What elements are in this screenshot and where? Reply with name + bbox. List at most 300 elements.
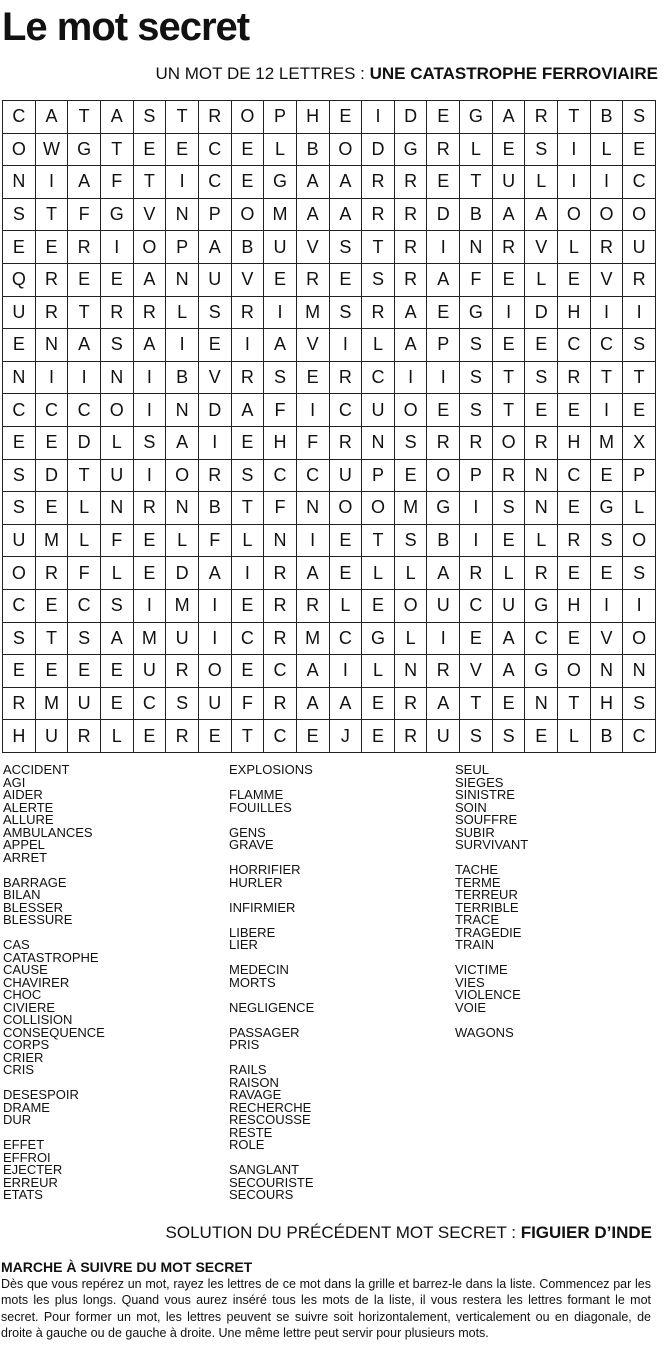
grid-cell[interactable]: M <box>36 525 69 558</box>
grid-cell[interactable]: G <box>101 199 134 232</box>
grid-cell[interactable]: S <box>101 590 134 623</box>
grid-cell[interactable]: A <box>36 101 69 134</box>
grid-cell[interactable]: U <box>3 525 36 558</box>
grid-cell[interactable]: A <box>427 264 460 297</box>
grid-cell[interactable]: S <box>101 329 134 362</box>
grid-cell[interactable]: P <box>264 101 297 134</box>
grid-cell[interactable]: R <box>525 427 558 460</box>
grid-cell[interactable]: N <box>264 525 297 558</box>
grid-cell[interactable]: C <box>3 394 36 427</box>
grid-cell[interactable]: V <box>460 655 493 688</box>
grid-cell[interactable]: B <box>460 199 493 232</box>
grid-cell[interactable]: R <box>68 720 101 753</box>
grid-cell[interactable]: C <box>199 134 232 167</box>
grid-cell[interactable]: U <box>362 394 395 427</box>
grid-cell[interactable]: R <box>460 557 493 590</box>
grid-cell[interactable]: L <box>264 134 297 167</box>
grid-cell[interactable]: O <box>395 394 428 427</box>
grid-cell[interactable]: O <box>623 623 656 656</box>
grid-cell[interactable]: E <box>558 264 591 297</box>
grid-cell[interactable]: C <box>134 688 167 721</box>
grid-cell[interactable]: R <box>362 199 395 232</box>
grid-cell[interactable]: I <box>68 362 101 395</box>
grid-cell[interactable]: E <box>558 557 591 590</box>
grid-cell[interactable]: V <box>297 329 330 362</box>
grid-cell[interactable]: N <box>101 362 134 395</box>
grid-cell[interactable]: L <box>362 557 395 590</box>
grid-cell[interactable]: S <box>460 394 493 427</box>
grid-cell[interactable]: O <box>427 460 460 493</box>
grid-cell[interactable]: C <box>558 460 591 493</box>
grid-cell[interactable]: N <box>525 688 558 721</box>
grid-cell[interactable]: E <box>427 297 460 330</box>
grid-cell[interactable]: H <box>591 688 624 721</box>
grid-cell[interactable]: P <box>199 199 232 232</box>
grid-cell[interactable]: E <box>525 394 558 427</box>
grid-cell[interactable]: L <box>525 525 558 558</box>
grid-cell[interactable]: R <box>395 688 428 721</box>
grid-cell[interactable]: N <box>623 655 656 688</box>
grid-cell[interactable]: L <box>558 231 591 264</box>
grid-cell[interactable]: V <box>297 231 330 264</box>
grid-cell[interactable]: G <box>362 623 395 656</box>
grid-cell[interactable]: R <box>134 492 167 525</box>
grid-cell[interactable]: S <box>330 297 363 330</box>
grid-cell[interactable]: E <box>199 329 232 362</box>
grid-cell[interactable]: C <box>330 623 363 656</box>
grid-cell[interactable]: G <box>395 134 428 167</box>
grid-cell[interactable]: N <box>166 492 199 525</box>
grid-cell[interactable]: X <box>623 427 656 460</box>
grid-cell[interactable]: E <box>558 623 591 656</box>
grid-cell[interactable]: C <box>558 329 591 362</box>
grid-cell[interactable]: L <box>101 427 134 460</box>
grid-cell[interactable]: R <box>297 264 330 297</box>
grid-cell[interactable]: A <box>493 623 526 656</box>
grid-cell[interactable]: A <box>427 688 460 721</box>
grid-cell[interactable]: O <box>558 199 591 232</box>
grid-cell[interactable]: I <box>493 297 526 330</box>
grid-cell[interactable]: U <box>68 688 101 721</box>
grid-cell[interactable]: T <box>362 525 395 558</box>
grid-cell[interactable]: F <box>460 264 493 297</box>
grid-cell[interactable]: V <box>134 199 167 232</box>
grid-cell[interactable]: E <box>623 394 656 427</box>
grid-cell[interactable]: V <box>232 264 265 297</box>
grid-cell[interactable]: L <box>101 557 134 590</box>
grid-cell[interactable]: E <box>558 492 591 525</box>
grid-cell[interactable]: F <box>101 525 134 558</box>
grid-cell[interactable]: P <box>427 329 460 362</box>
grid-cell[interactable]: C <box>591 329 624 362</box>
grid-cell[interactable]: I <box>199 623 232 656</box>
grid-cell[interactable]: V <box>199 362 232 395</box>
grid-cell[interactable]: R <box>297 590 330 623</box>
grid-cell[interactable]: E <box>591 557 624 590</box>
grid-cell[interactable]: T <box>493 362 526 395</box>
grid-cell[interactable]: M <box>166 590 199 623</box>
grid-cell[interactable]: G <box>460 297 493 330</box>
grid-cell[interactable]: N <box>525 460 558 493</box>
grid-cell[interactable]: L <box>395 623 428 656</box>
grid-cell[interactable]: A <box>232 394 265 427</box>
grid-cell[interactable]: E <box>134 557 167 590</box>
grid-cell[interactable]: C <box>623 166 656 199</box>
grid-cell[interactable]: L <box>460 134 493 167</box>
grid-cell[interactable]: I <box>591 394 624 427</box>
grid-cell[interactable]: U <box>134 655 167 688</box>
grid-cell[interactable]: E <box>134 134 167 167</box>
grid-cell[interactable]: A <box>297 688 330 721</box>
grid-cell[interactable]: L <box>101 720 134 753</box>
grid-cell[interactable]: N <box>166 199 199 232</box>
grid-cell[interactable]: R <box>427 134 460 167</box>
grid-cell[interactable]: E <box>3 655 36 688</box>
grid-cell[interactable]: S <box>623 329 656 362</box>
grid-cell[interactable]: T <box>232 720 265 753</box>
grid-cell[interactable]: S <box>134 101 167 134</box>
grid-cell[interactable]: A <box>297 199 330 232</box>
grid-cell[interactable]: P <box>166 231 199 264</box>
grid-cell[interactable]: L <box>166 297 199 330</box>
grid-cell[interactable]: I <box>460 492 493 525</box>
grid-cell[interactable]: C <box>232 623 265 656</box>
grid-cell[interactable]: S <box>623 101 656 134</box>
grid-cell[interactable]: I <box>330 655 363 688</box>
grid-cell[interactable]: S <box>3 199 36 232</box>
grid-cell[interactable]: E <box>493 688 526 721</box>
grid-cell[interactable]: I <box>134 394 167 427</box>
grid-cell[interactable]: I <box>460 525 493 558</box>
grid-cell[interactable]: N <box>101 492 134 525</box>
grid-cell[interactable]: L <box>395 557 428 590</box>
grid-cell[interactable]: A <box>199 231 232 264</box>
grid-cell[interactable]: I <box>166 329 199 362</box>
grid-cell[interactable]: U <box>427 590 460 623</box>
grid-cell[interactable]: D <box>525 297 558 330</box>
grid-cell[interactable]: S <box>591 525 624 558</box>
grid-cell[interactable]: P <box>623 460 656 493</box>
grid-cell[interactable]: C <box>264 655 297 688</box>
grid-cell[interactable]: E <box>3 329 36 362</box>
grid-cell[interactable]: S <box>3 460 36 493</box>
grid-cell[interactable]: G <box>525 590 558 623</box>
grid-cell[interactable]: E <box>330 264 363 297</box>
grid-cell[interactable]: E <box>330 557 363 590</box>
grid-cell[interactable]: I <box>395 362 428 395</box>
grid-cell[interactable]: N <box>460 231 493 264</box>
grid-cell[interactable]: A <box>330 688 363 721</box>
grid-cell[interactable]: I <box>362 101 395 134</box>
grid-cell[interactable]: T <box>558 101 591 134</box>
grid-cell[interactable]: I <box>623 590 656 623</box>
grid-cell[interactable]: A <box>493 101 526 134</box>
grid-cell[interactable]: R <box>591 231 624 264</box>
grid-cell[interactable]: E <box>493 525 526 558</box>
grid-cell[interactable]: S <box>362 264 395 297</box>
grid-cell[interactable]: M <box>134 623 167 656</box>
grid-cell[interactable]: T <box>493 394 526 427</box>
grid-cell[interactable]: S <box>623 688 656 721</box>
grid-cell[interactable]: D <box>199 394 232 427</box>
grid-cell[interactable]: E <box>362 720 395 753</box>
grid-cell[interactable]: C <box>297 460 330 493</box>
grid-cell[interactable]: S <box>330 231 363 264</box>
grid-cell[interactable]: T <box>232 492 265 525</box>
grid-cell[interactable]: S <box>460 362 493 395</box>
grid-cell[interactable]: S <box>493 492 526 525</box>
grid-cell[interactable]: I <box>427 623 460 656</box>
grid-cell[interactable]: O <box>591 199 624 232</box>
grid-cell[interactable]: T <box>68 297 101 330</box>
grid-cell[interactable]: T <box>101 134 134 167</box>
grid-cell[interactable]: I <box>297 525 330 558</box>
grid-cell[interactable]: F <box>232 688 265 721</box>
grid-cell[interactable]: N <box>3 166 36 199</box>
grid-cell[interactable]: R <box>362 166 395 199</box>
grid-cell[interactable]: H <box>558 427 591 460</box>
grid-cell[interactable]: T <box>134 166 167 199</box>
grid-cell[interactable]: L <box>591 134 624 167</box>
grid-cell[interactable]: U <box>623 231 656 264</box>
grid-cell[interactable]: V <box>525 231 558 264</box>
grid-cell[interactable]: L <box>493 557 526 590</box>
grid-cell[interactable]: E <box>232 590 265 623</box>
grid-cell[interactable]: M <box>297 297 330 330</box>
grid-cell[interactable]: T <box>591 362 624 395</box>
grid-cell[interactable]: C <box>264 720 297 753</box>
grid-cell[interactable]: M <box>297 623 330 656</box>
grid-cell[interactable]: I <box>623 297 656 330</box>
grid-cell[interactable]: L <box>623 492 656 525</box>
grid-cell[interactable]: H <box>558 590 591 623</box>
grid-cell[interactable]: L <box>166 525 199 558</box>
grid-cell[interactable]: I <box>134 362 167 395</box>
grid-cell[interactable]: W <box>36 134 69 167</box>
grid-cell[interactable]: A <box>134 264 167 297</box>
grid-cell[interactable]: C <box>264 460 297 493</box>
grid-cell[interactable]: B <box>591 101 624 134</box>
grid-cell[interactable]: R <box>362 297 395 330</box>
grid-cell[interactable]: N <box>591 655 624 688</box>
grid-cell[interactable]: L <box>558 720 591 753</box>
grid-cell[interactable]: N <box>166 394 199 427</box>
grid-cell[interactable]: P <box>362 460 395 493</box>
grid-cell[interactable]: S <box>493 720 526 753</box>
grid-cell[interactable]: E <box>166 134 199 167</box>
grid-cell[interactable]: C <box>525 623 558 656</box>
grid-cell[interactable]: S <box>395 525 428 558</box>
grid-cell[interactable]: I <box>330 329 363 362</box>
grid-cell[interactable]: E <box>493 329 526 362</box>
grid-cell[interactable]: I <box>558 166 591 199</box>
grid-cell[interactable]: E <box>134 720 167 753</box>
grid-cell[interactable]: R <box>3 688 36 721</box>
grid-cell[interactable]: I <box>134 590 167 623</box>
grid-cell[interactable]: U <box>493 166 526 199</box>
grid-cell[interactable]: M <box>591 427 624 460</box>
grid-cell[interactable]: O <box>232 101 265 134</box>
grid-cell[interactable]: E <box>3 427 36 460</box>
grid-cell[interactable]: L <box>68 492 101 525</box>
grid-cell[interactable]: R <box>199 460 232 493</box>
grid-cell[interactable]: N <box>36 329 69 362</box>
grid-cell[interactable]: R <box>101 297 134 330</box>
grid-cell[interactable]: S <box>3 492 36 525</box>
grid-cell[interactable]: R <box>264 688 297 721</box>
grid-cell[interactable]: L <box>362 655 395 688</box>
grid-cell[interactable]: C <box>362 362 395 395</box>
grid-cell[interactable]: R <box>558 525 591 558</box>
grid-cell[interactable]: T <box>166 101 199 134</box>
grid-cell[interactable]: B <box>297 134 330 167</box>
grid-cell[interactable]: C <box>199 166 232 199</box>
grid-cell[interactable]: R <box>493 460 526 493</box>
grid-cell[interactable]: S <box>460 329 493 362</box>
grid-cell[interactable]: C <box>68 394 101 427</box>
grid-cell[interactable]: O <box>232 199 265 232</box>
grid-cell[interactable]: R <box>264 557 297 590</box>
grid-cell[interactable]: T <box>362 231 395 264</box>
grid-cell[interactable]: M <box>395 492 428 525</box>
grid-cell[interactable]: I <box>591 297 624 330</box>
grid-cell[interactable]: R <box>232 362 265 395</box>
grid-cell[interactable]: M <box>36 688 69 721</box>
grid-cell[interactable]: R <box>395 166 428 199</box>
grid-cell[interactable]: E <box>68 264 101 297</box>
grid-cell[interactable]: U <box>166 623 199 656</box>
grid-cell[interactable]: A <box>166 427 199 460</box>
grid-cell[interactable]: O <box>362 492 395 525</box>
grid-cell[interactable]: B <box>591 720 624 753</box>
grid-cell[interactable]: E <box>623 134 656 167</box>
grid-cell[interactable]: E <box>525 329 558 362</box>
grid-cell[interactable]: E <box>525 720 558 753</box>
grid-cell[interactable]: U <box>199 264 232 297</box>
grid-cell[interactable]: U <box>264 231 297 264</box>
grid-cell[interactable]: R <box>264 590 297 623</box>
grid-cell[interactable]: E <box>134 525 167 558</box>
grid-cell[interactable]: E <box>460 623 493 656</box>
grid-cell[interactable]: F <box>101 166 134 199</box>
grid-cell[interactable]: S <box>460 720 493 753</box>
grid-cell[interactable]: U <box>36 720 69 753</box>
grid-cell[interactable]: E <box>330 525 363 558</box>
grid-cell[interactable]: S <box>134 427 167 460</box>
grid-cell[interactable]: D <box>395 101 428 134</box>
grid-cell[interactable]: R <box>427 427 460 460</box>
grid-cell[interactable]: R <box>623 264 656 297</box>
grid-cell[interactable]: E <box>493 134 526 167</box>
grid-cell[interactable]: A <box>395 329 428 362</box>
grid-cell[interactable]: I <box>427 231 460 264</box>
grid-cell[interactable]: H <box>558 297 591 330</box>
grid-cell[interactable]: R <box>395 720 428 753</box>
grid-cell[interactable]: P <box>460 460 493 493</box>
grid-cell[interactable]: S <box>264 362 297 395</box>
grid-cell[interactable]: I <box>591 590 624 623</box>
grid-cell[interactable]: N <box>297 492 330 525</box>
grid-cell[interactable]: S <box>525 362 558 395</box>
grid-cell[interactable]: D <box>68 427 101 460</box>
grid-cell[interactable]: O <box>330 492 363 525</box>
grid-cell[interactable]: E <box>362 688 395 721</box>
grid-cell[interactable]: O <box>623 525 656 558</box>
grid-cell[interactable]: T <box>36 623 69 656</box>
grid-cell[interactable]: I <box>297 394 330 427</box>
grid-cell[interactable]: E <box>101 264 134 297</box>
grid-cell[interactable]: H <box>3 720 36 753</box>
grid-cell[interactable]: E <box>36 427 69 460</box>
grid-cell[interactable]: E <box>36 231 69 264</box>
grid-cell[interactable]: S <box>199 297 232 330</box>
grid-cell[interactable]: T <box>36 199 69 232</box>
grid-cell[interactable]: F <box>199 525 232 558</box>
grid-cell[interactable]: R <box>330 427 363 460</box>
grid-cell[interactable]: O <box>3 557 36 590</box>
grid-cell[interactable]: R <box>134 297 167 330</box>
grid-cell[interactable]: E <box>3 231 36 264</box>
grid-cell[interactable]: I <box>199 590 232 623</box>
grid-cell[interactable]: C <box>623 720 656 753</box>
grid-cell[interactable]: R <box>558 362 591 395</box>
grid-cell[interactable]: C <box>3 101 36 134</box>
grid-cell[interactable]: R <box>427 655 460 688</box>
grid-cell[interactable]: N <box>3 362 36 395</box>
grid-cell[interactable]: L <box>232 525 265 558</box>
grid-cell[interactable]: U <box>101 460 134 493</box>
grid-cell[interactable]: E <box>101 655 134 688</box>
grid-cell[interactable]: I <box>199 427 232 460</box>
grid-cell[interactable]: G <box>525 655 558 688</box>
grid-cell[interactable]: I <box>134 460 167 493</box>
grid-cell[interactable]: O <box>493 427 526 460</box>
grid-cell[interactable]: I <box>232 557 265 590</box>
grid-cell[interactable]: E <box>264 264 297 297</box>
grid-cell[interactable]: U <box>493 590 526 623</box>
grid-cell[interactable]: F <box>264 394 297 427</box>
grid-cell[interactable]: T <box>68 101 101 134</box>
grid-cell[interactable]: E <box>232 166 265 199</box>
grid-cell[interactable]: A <box>330 166 363 199</box>
grid-cell[interactable]: F <box>68 199 101 232</box>
grid-cell[interactable]: E <box>297 362 330 395</box>
grid-cell[interactable]: N <box>166 264 199 297</box>
grid-cell[interactable]: R <box>264 623 297 656</box>
grid-cell[interactable]: I <box>232 329 265 362</box>
grid-cell[interactable]: S <box>166 688 199 721</box>
grid-cell[interactable]: I <box>36 362 69 395</box>
grid-cell[interactable]: R <box>330 362 363 395</box>
grid-cell[interactable]: R <box>493 231 526 264</box>
grid-cell[interactable]: B <box>166 362 199 395</box>
grid-cell[interactable]: G <box>264 166 297 199</box>
grid-cell[interactable]: L <box>525 264 558 297</box>
grid-cell[interactable]: B <box>232 231 265 264</box>
grid-cell[interactable]: I <box>101 231 134 264</box>
grid-cell[interactable]: A <box>493 199 526 232</box>
grid-cell[interactable]: O <box>101 394 134 427</box>
grid-cell[interactable]: A <box>493 655 526 688</box>
grid-cell[interactable]: T <box>460 166 493 199</box>
grid-cell[interactable]: E <box>199 720 232 753</box>
grid-cell[interactable]: L <box>68 525 101 558</box>
grid-cell[interactable]: R <box>460 427 493 460</box>
grid-cell[interactable]: A <box>297 655 330 688</box>
grid-cell[interactable]: A <box>68 329 101 362</box>
grid-cell[interactable]: R <box>395 199 428 232</box>
grid-cell[interactable]: E <box>232 655 265 688</box>
